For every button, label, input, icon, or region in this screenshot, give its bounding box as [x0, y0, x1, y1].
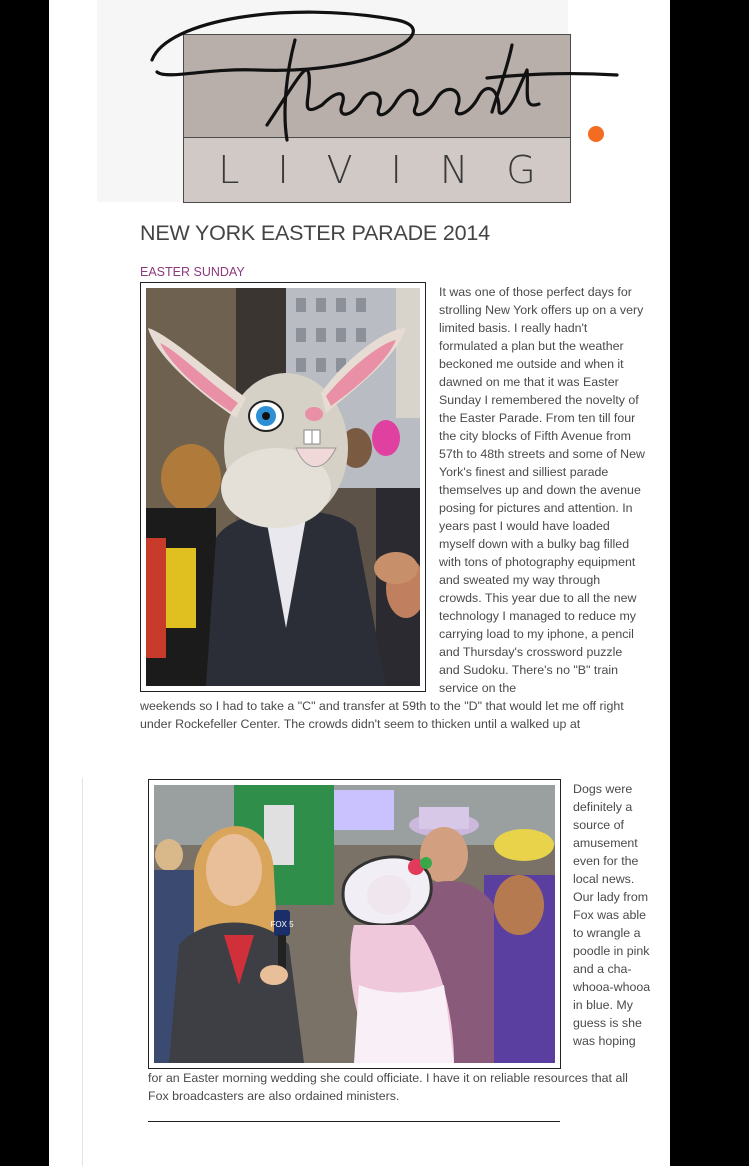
content-divider	[148, 1121, 560, 1122]
fox-reporter-photo-icon[interactable]	[154, 785, 555, 1063]
site-logo[interactable]	[97, 0, 574, 202]
article-paragraph-1: It was one of those perfect days for strolling New York offers up on a very limited basis. I really hadn't formulated a plan but the weather beckoned me outside and when it dawned on me that it was Easter Sunday I remembered the novelty of the Easter Parade. From ten till four the city blocks of Fifth Avenue from 57th to 48th streets and some of New York's finest and silliest parade themselves up and down the avenue posing for pictures and attention. In years past I would have loaded myself down with a bulky bag filled with tons of photography equipment and sweated my way through crowds. This year due to all the new technology I managed to reduce my carrying load to my iphone, a pencil and Thursday's crossword puzzle and Sudoku. There's no "B" train service on the	[439, 285, 645, 695]
photo-frame-reporter	[148, 779, 561, 1069]
photo-frame-bunny	[140, 282, 426, 692]
page	[49, 0, 670, 1166]
logo-script-signature	[147, 0, 627, 160]
article-paragraph-2-continued: for an Easter morning wedding she could officiate. I have it on reliable resources that all Fox broadcasters are also ordained ministers.	[148, 1071, 628, 1103]
post-subtitle[interactable]: EASTER SUNDAY	[140, 265, 245, 279]
article-paragraph-1-continued: weekends so I had to take a "C" and transfer at 59th to the "D" that would let me off right under Rockefeller Center. The crowds didn't seem to thicken until a walked up at	[140, 699, 624, 731]
orange-dot-icon	[588, 126, 604, 142]
easter-bunny-photo-icon[interactable]	[146, 288, 420, 686]
side-divider	[82, 778, 83, 1166]
mic-label: FOX 5	[270, 920, 294, 929]
logo-living-text: LIVING	[218, 148, 574, 192]
post-title[interactable]: NEW YORK EASTER PARADE 2014	[140, 221, 490, 245]
article-paragraph-2: Dogs were definitely a source of amusement even for the local news. Our lady from Fox was able to wrangle a poodle in pink and a cha-whooa-whooa in blue. My guess is she was hoping	[573, 782, 651, 1048]
